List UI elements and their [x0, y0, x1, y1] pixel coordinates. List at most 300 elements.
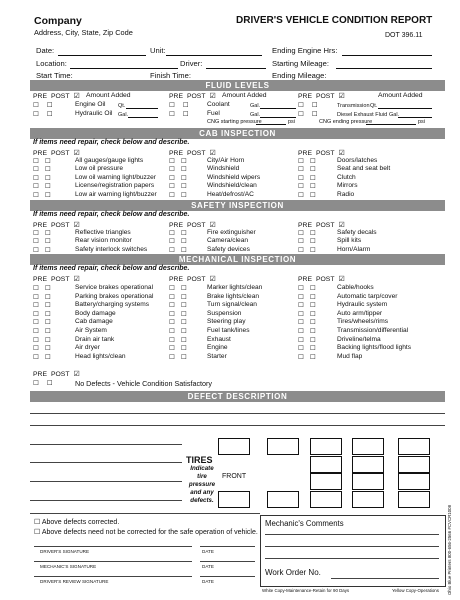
checkbox-corrected[interactable]: ☐ — [34, 519, 41, 526]
checkbox-pre[interactable]: ☐ — [169, 293, 175, 301]
inspection-item-label: Hydraulic system — [337, 301, 388, 309]
checkbox-pre[interactable]: ☐ — [298, 319, 304, 327]
checkbox-post[interactable]: ☐ — [309, 246, 316, 254]
checkbox-post[interactable]: ☐ — [309, 174, 316, 182]
tire-box[interactable] — [267, 438, 299, 455]
checkbox-pair — [33, 318, 51, 326]
checkbox-pre[interactable]: ☐ — [169, 285, 175, 292]
checkbox-pair — [298, 327, 316, 335]
checkbox-post[interactable]: ☐ — [180, 345, 187, 353]
checkbox-post[interactable]: ☐ — [311, 111, 318, 118]
transmission-label: Transmission — [337, 103, 370, 109]
column-header-pre-post — [33, 275, 80, 283]
inspection-item-label: Safety devices — [207, 245, 250, 253]
checkbox-pre[interactable]: ☐ — [169, 310, 175, 318]
checkbox-post[interactable]: ☐ — [44, 345, 51, 353]
comment-line-1[interactable] — [265, 534, 439, 535]
defects-corrected-row — [34, 518, 119, 526]
inspection-item-label: Radio — [337, 190, 355, 198]
checkbox-pre[interactable]: ☐ — [33, 166, 39, 174]
tire-box[interactable] — [310, 473, 342, 490]
checkbox-pre[interactable]: ☐ — [298, 293, 304, 301]
fluid-levels-header: FLUID LEVELS — [30, 80, 445, 91]
checkbox-not-corrected[interactable]: ☐ — [34, 529, 41, 536]
tires-note: Indicate tire pressure and any defects. — [188, 465, 216, 504]
bottom-divider — [30, 513, 260, 514]
comment-line-3[interactable] — [265, 558, 439, 559]
inspection-item-label: City/Air Horn — [207, 157, 245, 164]
cng-start-field[interactable] — [256, 124, 286, 125]
checkbox-pre[interactable]: ☐ — [33, 102, 39, 109]
checkbox-pre[interactable]: ☐ — [169, 353, 175, 361]
checkbox-pre[interactable]: ☐ — [169, 111, 175, 118]
checkbox-post[interactable]: ☐ — [309, 183, 316, 191]
col-pre-label: PRE — [169, 276, 183, 283]
checkbox-pre[interactable]: ☐ — [33, 230, 39, 237]
col-pre-label: PRE — [298, 150, 312, 157]
col-check-label: ☑ — [73, 93, 80, 100]
mechanic-signature-line[interactable] — [34, 561, 192, 562]
checkbox-post[interactable]: ☐ — [311, 102, 318, 109]
safety-repair-note: If items need repair, check below and describe. — [33, 211, 190, 218]
checkbox-pair — [33, 310, 51, 318]
checkbox-post[interactable]: ☐ — [46, 380, 53, 387]
col-pre-label: PRE — [169, 222, 183, 229]
company-address: Address, City, State, Zip Code — [34, 28, 133, 37]
checkbox-pair — [33, 301, 51, 309]
col-post-label: POST — [186, 150, 206, 157]
driver-signature-label: DRIVER'S SIGNATURE — [40, 549, 90, 554]
checkbox-pre[interactable]: ☐ — [169, 102, 175, 109]
checkbox-post[interactable]: ☐ — [44, 158, 51, 165]
def-label: Diesel Exhaust Fluid — [337, 112, 388, 118]
checkbox-post[interactable]: ☐ — [309, 302, 316, 310]
checkbox-pair — [33, 237, 51, 245]
checkbox-pre[interactable]: ☐ — [169, 183, 175, 191]
checkbox-pre[interactable]: ☐ — [298, 238, 304, 246]
checkbox-pre[interactable]: ☐ — [33, 380, 39, 387]
checkbox-post[interactable]: ☐ — [180, 353, 187, 361]
checkbox-post[interactable]: ☐ — [180, 293, 187, 301]
fuel-amount[interactable] — [260, 117, 296, 118]
checkbox-pre[interactable]: ☐ — [169, 302, 175, 310]
checkbox-post[interactable]: ☐ — [309, 230, 316, 237]
checkbox-pre[interactable]: ☐ — [298, 336, 304, 344]
checkbox-pre[interactable]: ☐ — [298, 285, 304, 292]
checkbox-post[interactable]: ☐ — [180, 319, 187, 327]
mechanical-repair-note: If items need repair, check below and describe. — [33, 265, 190, 272]
col-check-label: ☑ — [73, 371, 80, 378]
checkbox-pre[interactable]: ☐ — [33, 345, 39, 353]
checkbox-pre[interactable]: ☐ — [169, 230, 175, 237]
col-check-label: ☑ — [209, 276, 216, 283]
checkbox-pre[interactable]: ☐ — [169, 238, 175, 246]
tire-box[interactable] — [310, 491, 342, 508]
checkbox-pre[interactable]: ☐ — [33, 158, 39, 165]
checkbox-pre[interactable]: ☐ — [33, 191, 39, 199]
checkbox-pair — [169, 182, 187, 190]
inspection-item-label: Spill kits — [337, 237, 362, 245]
date-label: DATE — [202, 564, 214, 569]
checkbox-post[interactable]: ☐ — [44, 230, 51, 237]
checkbox-post[interactable]: ☐ — [44, 246, 51, 254]
inspection-item-label: Air dryer — [75, 344, 100, 352]
review-signature-line[interactable] — [34, 576, 192, 577]
col-pre-label: PRE — [169, 93, 183, 100]
coolant-amount[interactable] — [260, 108, 296, 109]
location-field[interactable] — [70, 68, 178, 69]
mechanics-comments-box — [260, 515, 446, 587]
checkbox-pair — [298, 191, 316, 199]
checkbox-pre[interactable]: ☐ — [169, 174, 175, 182]
col-check-label: ☑ — [338, 93, 345, 100]
checkbox-post[interactable]: ☐ — [309, 285, 316, 292]
checkbox-pre[interactable]: ☐ — [298, 166, 304, 174]
col-post-label: POST — [315, 150, 335, 157]
inspection-item-label: Turn signal/clean — [207, 301, 257, 309]
inspection-item-label: Automatic tarp/cover — [337, 292, 398, 300]
col-pre-label: PRE — [169, 150, 183, 157]
checkbox-post[interactable]: ☐ — [309, 328, 316, 335]
defect-line-6[interactable] — [30, 500, 182, 501]
checkbox-post[interactable]: ☐ — [309, 293, 316, 301]
checkbox-post[interactable]: ☐ — [182, 102, 189, 109]
inspection-item-label: Tires/wheels/rims — [337, 318, 389, 326]
checkbox-post[interactable]: ☐ — [44, 319, 51, 327]
checkbox-pair — [33, 344, 51, 352]
inspection-item-label: Head lights/clean — [75, 352, 126, 360]
inspection-item-label: Low air warning light/buzzer — [75, 190, 157, 198]
inspection-item-label: Body damage — [75, 309, 116, 317]
tire-box[interactable] — [352, 438, 384, 455]
col-check-label: ☑ — [73, 276, 80, 283]
checkbox-pair — [33, 229, 51, 237]
checkbox-pre[interactable]: ☐ — [169, 345, 175, 353]
inspection-item-label: Cab damage — [75, 318, 113, 326]
checkbox-pair — [298, 237, 316, 245]
engine-oil-amount[interactable] — [126, 108, 158, 109]
checkbox-post[interactable]: ☐ — [44, 238, 51, 246]
cab-inspection-header: CAB INSPECTION — [30, 128, 445, 139]
hydraulic-oil-amount[interactable] — [128, 117, 158, 118]
inspection-item-label: Seat and seat belt — [337, 165, 391, 173]
inspection-item-label: Marker lights/clean — [207, 284, 263, 291]
checkbox-pre[interactable]: ☐ — [298, 302, 304, 310]
tire-box[interactable] — [352, 491, 384, 508]
checkbox-pair — [169, 165, 187, 173]
checkbox-pre[interactable]: ☐ — [33, 174, 39, 182]
checkbox-pre[interactable]: ☐ — [298, 353, 304, 361]
tire-box[interactable] — [398, 473, 430, 490]
checkbox-pre[interactable]: ☐ — [298, 102, 304, 109]
checkbox-pre[interactable]: ☐ — [33, 353, 39, 361]
tire-box[interactable] — [218, 491, 250, 508]
date-field[interactable] — [58, 55, 146, 56]
inspection-item-label: Windshield — [207, 165, 240, 173]
cng-end-field[interactable] — [366, 124, 416, 125]
checkbox-pre[interactable]: ☐ — [298, 158, 304, 165]
defect-line-5[interactable] — [30, 481, 182, 482]
tire-box[interactable] — [218, 438, 250, 455]
inspection-item-label: Air System — [75, 327, 107, 334]
column-header-pre-post — [169, 275, 216, 283]
tire-box[interactable] — [267, 491, 299, 508]
mechanic-date-line[interactable] — [200, 561, 255, 562]
work-order-field[interactable] — [331, 578, 439, 579]
column-header-pre-post — [33, 221, 80, 229]
driver-signature-line[interactable] — [34, 546, 192, 547]
date-label: DATE — [202, 549, 214, 554]
transmission-amount[interactable] — [378, 108, 432, 109]
amount-added-label: Amount Added — [222, 92, 267, 99]
checkbox-pre[interactable]: ☐ — [33, 319, 39, 327]
checkbox-post[interactable]: ☐ — [180, 302, 187, 310]
gal-unit: Gal. — [250, 112, 261, 118]
no-defects-row — [33, 379, 53, 387]
checkbox-pre[interactable]: ☐ — [33, 246, 39, 254]
inspection-item-label: Low oil pressure — [75, 165, 124, 173]
checkbox-post[interactable]: ☐ — [180, 246, 187, 254]
checkbox-pre[interactable]: ☐ — [298, 111, 304, 118]
checkbox-pre[interactable]: ☐ — [169, 336, 175, 344]
inspection-item-label: Mirrors — [337, 182, 358, 190]
col-pre-label: PRE — [33, 150, 47, 157]
checkbox-post[interactable]: ☐ — [44, 310, 51, 318]
engine-hrs-field[interactable] — [342, 55, 432, 56]
mechanic-signature-label: MECHANIC'S SIGNATURE — [40, 564, 97, 569]
inspection-item-label: Driveline/telma — [337, 335, 381, 343]
checkbox-post[interactable]: ☐ — [44, 166, 51, 174]
driver-date-line[interactable] — [200, 546, 255, 547]
checkbox-pair — [169, 157, 187, 165]
inspection-item-label: Parking brakes operational — [75, 292, 154, 300]
work-order-label: Work Order No. — [265, 568, 321, 577]
defect-line-1[interactable] — [30, 413, 445, 414]
checkbox-pair — [33, 174, 51, 182]
column-header-pre-post — [169, 92, 216, 100]
checkbox-pre[interactable]: ☐ — [33, 310, 39, 318]
start-mileage-label: Starting Mileage: — [272, 59, 329, 68]
fluid-row-2c — [298, 110, 318, 118]
checkbox-pre[interactable]: ☐ — [169, 158, 175, 165]
engine-hrs-label: Ending Engine Hrs: — [272, 46, 338, 55]
checkbox-post[interactable]: ☐ — [44, 353, 51, 361]
inspection-item-label: Exhaust — [207, 335, 231, 343]
checkbox-pair — [33, 246, 51, 254]
inspection-item-label: Doors/latches — [337, 157, 378, 164]
finish-time-label: Finish Time: — [150, 71, 191, 80]
checkbox-post[interactable]: ☐ — [44, 336, 51, 344]
checkbox-post[interactable]: ☐ — [44, 174, 51, 182]
tire-box[interactable] — [310, 438, 342, 455]
checkbox-post[interactable]: ☐ — [44, 285, 51, 292]
defects-not-corrected-label: Above defects need not be corrected for the safe operation of vehicle. — [41, 529, 258, 536]
column-header-pre-post — [33, 92, 80, 100]
checkbox-pre[interactable]: ☐ — [298, 230, 304, 237]
checkbox-post[interactable]: ☐ — [180, 230, 187, 237]
checkbox-pair — [169, 318, 187, 326]
defect-description-header: DEFECT DESCRIPTION — [30, 391, 445, 402]
checkbox-post[interactable]: ☐ — [44, 293, 51, 301]
checkbox-post[interactable]: ☐ — [180, 191, 187, 199]
column-header-pre-post — [298, 149, 345, 157]
checkbox-post[interactable]: ☐ — [44, 183, 51, 191]
checkbox-pre[interactable]: ☐ — [298, 328, 304, 335]
def-amount[interactable] — [398, 117, 432, 118]
fluid-row-2 — [33, 110, 53, 118]
col-pre-label: PRE — [33, 371, 47, 378]
checkbox-pair — [33, 284, 51, 292]
checkbox-post[interactable]: ☐ — [180, 328, 187, 335]
defect-line-2[interactable] — [30, 425, 445, 426]
cng-end-label: CNG ending pressure — [319, 119, 373, 125]
fuel-label: Fuel — [207, 110, 220, 117]
defects-corrected-label: Above defects corrected. — [41, 519, 120, 526]
checkbox-post[interactable]: ☐ — [309, 353, 316, 361]
column-header-pre-post — [33, 149, 80, 157]
review-date-line[interactable] — [200, 576, 255, 577]
checkbox-post[interactable]: ☐ — [46, 102, 53, 109]
checkbox-pair — [169, 229, 187, 237]
checkbox-pair — [33, 165, 51, 173]
checkbox-post[interactable]: ☐ — [309, 158, 316, 165]
front-label: FRONT — [222, 473, 247, 480]
checkbox-post[interactable]: ☐ — [309, 345, 316, 353]
checkbox-pre[interactable]: ☐ — [33, 293, 39, 301]
checkbox-post[interactable]: ☐ — [309, 166, 316, 174]
comment-line-2[interactable] — [265, 546, 439, 547]
checkbox-post[interactable]: ☐ — [180, 310, 187, 318]
col-post-label: POST — [50, 93, 70, 100]
checkbox-post[interactable]: ☐ — [44, 302, 51, 310]
checkbox-pre[interactable]: ☐ — [33, 111, 39, 118]
checkbox-post[interactable]: ☐ — [46, 111, 53, 118]
driver-label: Driver: — [180, 59, 203, 68]
checkbox-pre[interactable]: ☐ — [33, 336, 39, 344]
qt-unit: Qt. — [370, 103, 378, 109]
col-check-label: ☑ — [73, 222, 80, 229]
checkbox-pre[interactable]: ☐ — [298, 310, 304, 318]
inspection-item-label: Horn/Alarm — [337, 245, 371, 253]
tire-box[interactable] — [352, 456, 384, 473]
checkbox-pre[interactable]: ☐ — [298, 345, 304, 353]
form-number: DOT 396.11 — [385, 32, 423, 39]
col-pre-label: PRE — [298, 222, 312, 229]
checkbox-post[interactable]: ☐ — [309, 310, 316, 318]
checkbox-pair — [298, 157, 316, 165]
tire-box[interactable] — [398, 491, 430, 508]
checkbox-post[interactable]: ☐ — [309, 336, 316, 344]
checkbox-pair — [33, 182, 51, 190]
checkbox-post[interactable]: ☐ — [180, 336, 187, 344]
date-label: DATE — [202, 579, 214, 584]
checkbox-pre[interactable]: ☐ — [33, 302, 39, 310]
checkbox-pair — [169, 344, 187, 352]
inspection-item-label: All gauges/gauge lights — [75, 157, 144, 164]
inspection-item-label: Fuel tank/lines — [207, 327, 250, 334]
inspection-item-label: Backing lights/flood lights — [337, 344, 412, 352]
checkbox-post[interactable]: ☐ — [180, 238, 187, 246]
checkbox-pre[interactable]: ☐ — [298, 174, 304, 182]
safety-inspection-header: SAFETY INSPECTION — [30, 200, 445, 211]
inspection-item-label: Heat/defrost/AC — [207, 190, 254, 198]
checkbox-pair — [169, 353, 187, 361]
checkbox-pair — [298, 246, 316, 254]
checkbox-post[interactable]: ☐ — [309, 191, 316, 199]
driver-field[interactable] — [206, 68, 266, 69]
checkbox-post[interactable]: ☐ — [44, 191, 51, 199]
checkbox-pre[interactable]: ☐ — [33, 285, 39, 292]
inspection-item-label: Suspension — [207, 309, 242, 317]
yellow-copy-note: Yellow Copy-Operations — [392, 588, 439, 593]
checkbox-pre[interactable]: ☐ — [169, 246, 175, 254]
checkbox-pair — [169, 191, 187, 199]
inspection-item-label: Auto arm/tipper — [337, 309, 383, 317]
checkbox-post[interactable]: ☐ — [180, 166, 187, 174]
col-check-label: ☑ — [338, 150, 345, 157]
unit-field[interactable] — [166, 55, 262, 56]
tire-box[interactable] — [310, 456, 342, 473]
checkbox-pre[interactable]: ☐ — [33, 238, 39, 246]
col-check-label: ☑ — [209, 93, 216, 100]
start-mileage-field[interactable] — [336, 68, 432, 69]
checkbox-post[interactable]: ☐ — [180, 158, 187, 165]
checkbox-post[interactable]: ☐ — [182, 111, 189, 118]
checkbox-pre[interactable]: ☐ — [169, 191, 175, 199]
tire-box[interactable] — [398, 456, 430, 473]
fluid-row-1 — [33, 101, 53, 109]
hydraulic-oil-label: Hydraulic Oil — [75, 110, 113, 117]
checkbox-pre[interactable]: ☐ — [33, 328, 39, 335]
checkbox-pre[interactable]: ☐ — [169, 319, 175, 327]
tire-box[interactable] — [398, 438, 430, 455]
coolant-label: Coolant — [207, 101, 230, 108]
inspection-item-label: Rear vision monitor — [75, 237, 132, 245]
checkbox-post[interactable]: ☐ — [180, 183, 187, 191]
checkbox-post[interactable]: ☐ — [44, 328, 51, 335]
company-name: Company — [34, 15, 82, 27]
checkbox-pair — [169, 327, 187, 335]
checkbox-post[interactable]: ☐ — [180, 285, 187, 292]
checkbox-pair — [33, 336, 51, 344]
col-post-label: POST — [186, 93, 206, 100]
checkbox-pre[interactable]: ☐ — [169, 166, 175, 174]
checkbox-pair — [33, 353, 51, 361]
column-header-pre-post — [169, 221, 216, 229]
checkbox-post[interactable]: ☐ — [180, 174, 187, 182]
inspection-item-label: Battery/charging systems — [75, 301, 150, 309]
checkbox-post[interactable]: ☐ — [309, 319, 316, 327]
checkbox-pre[interactable]: ☐ — [298, 183, 304, 191]
col-pre-label: PRE — [33, 93, 47, 100]
inspection-item-label: Reflective triangles — [75, 229, 131, 236]
checkbox-pre[interactable]: ☐ — [298, 246, 304, 254]
checkbox-pre[interactable]: ☐ — [33, 183, 39, 191]
checkbox-pre[interactable]: ☐ — [298, 191, 304, 199]
review-signature-label: DRIVER'S REVIEW SIGNATURE — [40, 579, 109, 584]
col-check-label: ☑ — [338, 276, 345, 283]
defect-line-3[interactable] — [30, 444, 182, 445]
checkbox-pair — [298, 174, 316, 182]
checkbox-post[interactable]: ☐ — [309, 238, 316, 246]
fluid-row-1b — [169, 101, 189, 109]
inspection-item-label: Starter — [207, 352, 227, 360]
defect-line-4[interactable] — [30, 462, 182, 463]
col-check-label: ☑ — [338, 222, 345, 229]
tire-box[interactable] — [352, 473, 384, 490]
checkbox-pre[interactable]: ☐ — [169, 328, 175, 335]
mechanics-comments-label: Mechanic's Comments — [265, 519, 344, 528]
